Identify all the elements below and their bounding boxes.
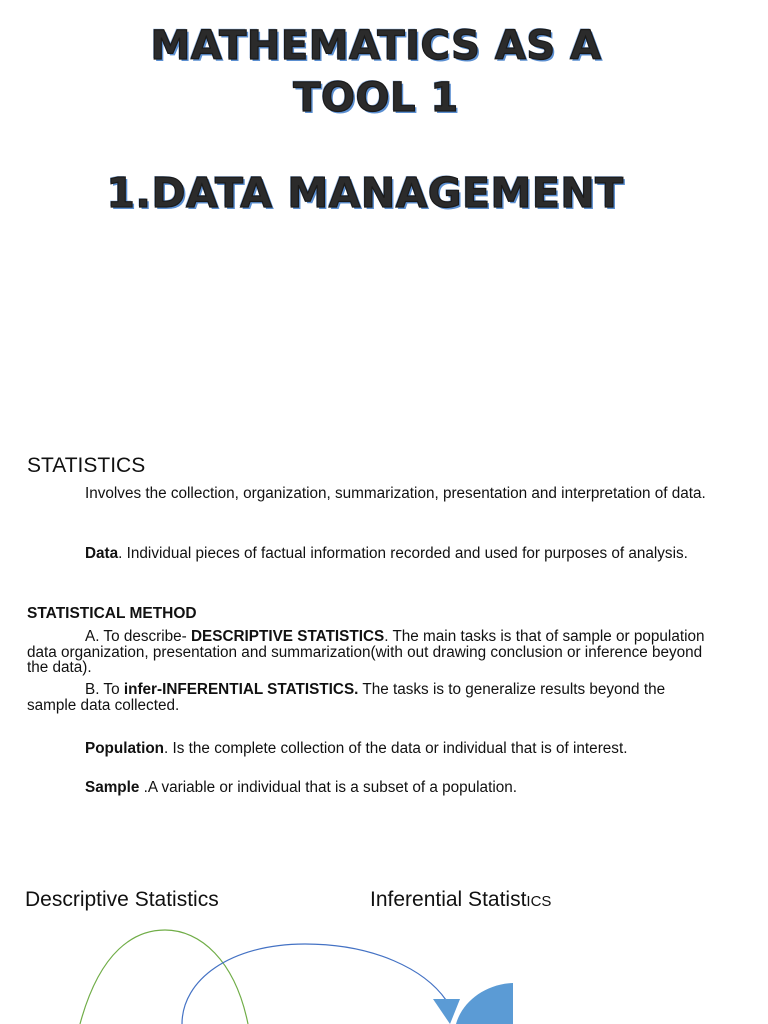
title-line-2: TOOL 1	[293, 75, 459, 121]
descriptive-arc	[80, 930, 248, 1024]
inferential-arc	[182, 944, 446, 1024]
data-term: Data	[85, 545, 119, 562]
statistics-diagram	[0, 880, 768, 1024]
method-a-text: . The main tasks is that of sample or population data organization, presentation and summarization(with out drawing conclusion or inference beyond the data).	[27, 628, 705, 676]
method-b-text: The tasks is to generalize results beyond the sample data collected.	[27, 681, 666, 714]
data-definition	[27, 546, 717, 562]
inferential-statistics-term: infer-INFERENTIAL STATISTICS.	[123, 681, 359, 698]
population-term: Population	[85, 740, 165, 757]
inferential-label-tail: ICS	[526, 893, 552, 910]
title-data-management: 1.DATA MANAGEMENT	[106, 169, 624, 217]
descriptive-statistics-term: DESCRIPTIVE STATISTICS	[191, 628, 385, 645]
data-definition-text: . Individual pieces of factual information recorded and used for purposes of analysis.	[118, 545, 688, 562]
title-line-1: MATHEMATICS AS A	[150, 23, 602, 69]
population-text: . Is the complete collection of the data or individual that is of interest.	[164, 740, 628, 757]
sample-text: .A variable or individual that is a subset of a population.	[139, 779, 517, 796]
descriptive-statistics-label: Descriptive Statistics	[25, 888, 219, 911]
sample-definition	[27, 780, 717, 796]
arrowhead-icon	[433, 999, 460, 1024]
population-shape	[456, 983, 513, 1024]
population-definition	[27, 741, 717, 757]
method-b-prefix: B. To	[85, 681, 124, 698]
method-a	[27, 629, 717, 676]
statistics-definition	[27, 486, 717, 502]
method-b	[27, 682, 717, 713]
sample-term: Sample	[85, 779, 140, 796]
statistics-definition-text: Involves the collection, organization, summarization, presentation and interpretation of data.	[85, 485, 706, 502]
method-a-prefix: A. To describe-	[85, 628, 191, 645]
statistics-heading: STATISTICS	[27, 454, 146, 477]
inferential-label-main: Inferential Statist	[370, 888, 527, 911]
statistical-method-heading: STATISTICAL METHOD	[27, 605, 197, 622]
